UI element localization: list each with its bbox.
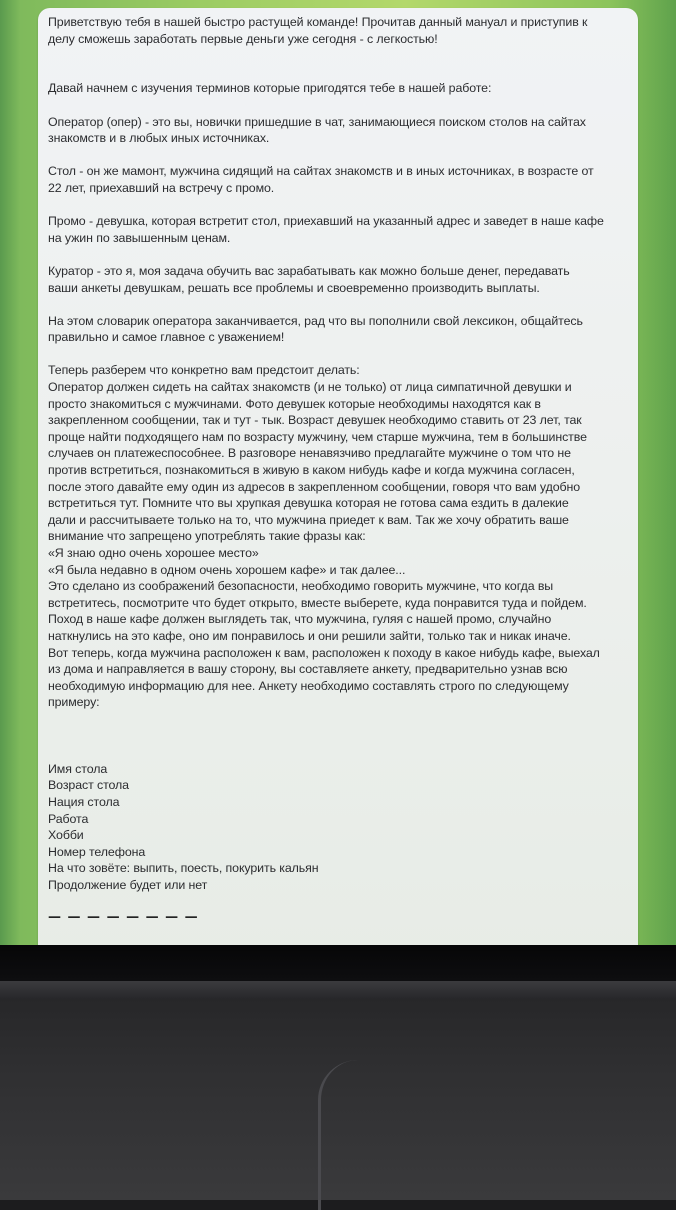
message-line: дали и рассчитываете только на то, что мужчина приедет к вам. Так же хочу обратить ваше — [48, 512, 569, 527]
message-line: Стол - он же мамонт, мужчина сидящий на сайтах знакомств и в иных источниках, в возрасте от — [48, 164, 594, 179]
message-line: правильно и самое главное с уважением! — [48, 330, 285, 345]
form-field-label: Работа — [48, 811, 89, 826]
message-line: Оператор (опер) - это вы, новички пришедшие в чат, занимающиеся поиском столов на сайтах — [48, 114, 586, 129]
message-line: ваши анкеты девушкам, решать все проблемы и своевременно производить выплаты. — [48, 280, 540, 295]
message-line — [48, 346, 628, 363]
message-line: закрепленном сообщении, так и тут - тык. Возраст девушек необходимо ставить от 23 лет, так — [48, 413, 582, 428]
message-line: на ужин по завышенным ценам. — [48, 230, 231, 245]
message-line: «Я знаю одно очень хорошее место» — [48, 546, 259, 560]
message-line: просто знакомиться с мужчинами. Фото девушек которые необходимы находятся как в — [48, 396, 541, 411]
message-line: Поход в наше кафе должен выглядеть так, что мужчина, гуляя с нашей промо, случайно — [48, 612, 552, 627]
message-line — [48, 197, 628, 214]
message-line — [48, 296, 628, 313]
message-line: Вот теперь, когда мужчина расположен к вам, расположен к походу в какое нибудь кафе, выехал — [48, 645, 600, 660]
form-field-label: Имя стола — [48, 761, 108, 776]
message-line: проще найти подходящего нам по возрасту мужчину, чем старше мужчина, тем в большинстве — [48, 429, 587, 444]
message-line — [48, 147, 628, 164]
message-line: Приветствую тебя в нашей быстро растущей команде! Прочитав данный мануал и приступив к — [48, 15, 588, 29]
form-field-label: На что зовёте: выпить, поесть, покурить кальян — [48, 861, 319, 876]
message-line: встретиться тут. Помните что вы хрупкая девушка которая не готова сама ездить в далекие — [48, 496, 569, 511]
message-line: против встретиться, познакомиться в живую в каком нибудь кафе и когда мужчина согласен, — [48, 463, 575, 478]
form-field-label: Нация стола — [48, 794, 120, 809]
message-line: «Я была недавно в одном очень хорошем кафе» и так далее... — [48, 562, 406, 577]
message-line: необходимую информацию для нее. Анкету необходимо составлять строго по следующему — [48, 678, 569, 693]
message-line: внимание что запрещено употреблять такие фразы как: — [48, 529, 366, 544]
message-line — [48, 64, 628, 81]
message-line: после этого давайте ему один из адресов в закрепленном сообщении, говоря что вам удобно — [48, 479, 581, 494]
message-bubble — [38, 8, 638, 968]
form-field-label: Номер телефона — [48, 844, 146, 859]
message-line: Куратор - это я, моя задача обучить вас зарабатывать как можно больше денег, передавать — [48, 263, 570, 278]
message-line: из дома и направляется в вашу сторону, вы составляете анкету, предварительно узнав всю — [48, 662, 568, 677]
message-line: наткнулись на это кафе, оно им понравилось и они решили зайти, только так и никак иначе. — [48, 628, 571, 643]
form-field-label: Хобби — [48, 828, 84, 843]
message-line: примеру: — [48, 695, 100, 710]
message-line — [48, 47, 628, 64]
message-line: случаев он платежеспособнее. В разговоре ненавязчиво предлагайте мужчине о том что не — [48, 446, 571, 461]
message-line: делу сможешь заработать первые деньги уже сегодня - с легкостью! — [48, 31, 438, 46]
form-field-label: Возраст стола — [48, 778, 129, 793]
message-line: На этом словарик оператора заканчивается, рад что вы пополнили свой лексикон, общайтесь — [48, 313, 583, 328]
message-line: Теперь разберем что конкретно вам предстоит делать: — [48, 363, 360, 378]
message-line: Давай начнем с изучения терминов которые пригодятся тебе в нашей работе: — [48, 81, 492, 96]
message-line — [48, 97, 628, 114]
form-field-label: Продолжение будет или нет — [48, 877, 208, 892]
separator-line: — — — — — — — — — [48, 910, 199, 926]
message-line: знакомств и в любых иных источниках. — [48, 131, 270, 146]
message-line: Это сделано из соображений безопасности, необходимо говорить мужчине, что когда вы — [48, 579, 554, 594]
message-line: Промо - девушка, которая встретит стол, приехавший на указанный адрес и заведет в наше кафе — [48, 214, 604, 229]
message-text — [38, 8, 638, 993]
message-line: Оператор должен сидеть на сайтах знакомств (и не только) от лица симпатичной девушки и — [48, 380, 572, 395]
message-line: 22 лет, приехавший на встречу с промо. — [48, 180, 275, 195]
laptop-hinge — [0, 981, 676, 999]
monitor-bezel — [0, 945, 676, 981]
message-line — [48, 246, 628, 263]
charging-cable — [318, 1060, 381, 1210]
message-line: встретитесь, посмотрите что будет открыто, вместе выберете, куда понравится туда и пойдем. — [48, 595, 587, 610]
